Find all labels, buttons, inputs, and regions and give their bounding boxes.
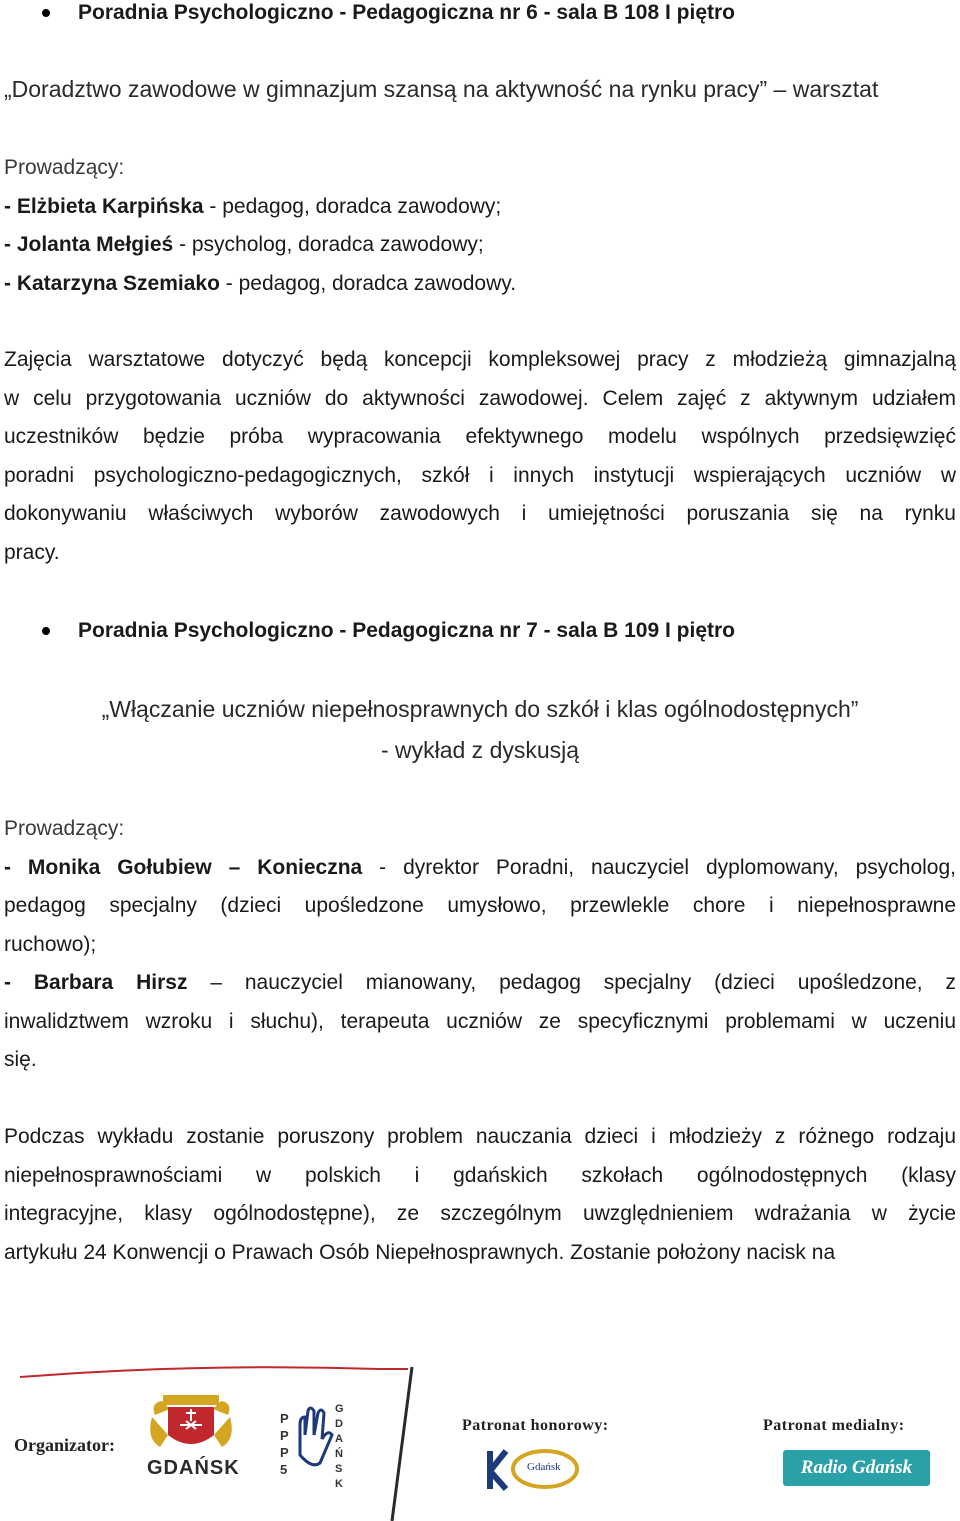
section-heading-text: Poradnia Psychologiczno - Pedagogiczna nr 7 - sala B 109 I piętro bbox=[78, 619, 735, 642]
leader-role: – nauczyciel mianowany, pedagog specjalny (dzieci upośledzone, z bbox=[187, 971, 956, 994]
leader-name: - Barbara Hirsz bbox=[4, 971, 188, 994]
pppp-letter: P bbox=[280, 1428, 289, 1443]
honorary-logo-text: Gdańsk bbox=[527, 1461, 561, 1473]
gdansk-logo-text: GDAŃSK bbox=[147, 1457, 240, 1479]
section-heading-text: Poradnia Psychologiczno - Pedagogiczna nr 6 - sala B 108 I piętro bbox=[78, 1, 735, 24]
footer-decoration bbox=[0, 1355, 960, 1521]
description-line: niepełnosprawnościami w polskich i gdańskich szkołach ogólnodostępnych (klasy bbox=[4, 1164, 956, 1187]
lecture-subtitle: - wykład z dyskusją bbox=[380, 737, 580, 763]
leader-item bbox=[4, 232, 956, 258]
pppp-letter: 5 bbox=[280, 1462, 288, 1477]
description-line: Zajęcia warsztatowe dotyczyć będą koncepcji kompleksowej pracy z młodzieżą gimnazjalną bbox=[4, 348, 956, 371]
gdansk-letter: A bbox=[335, 1433, 343, 1445]
gdansk-letter: S bbox=[335, 1463, 343, 1475]
pppp-letter: P bbox=[280, 1411, 289, 1426]
leaders-label: Prowadzący: bbox=[4, 817, 125, 840]
leader-line: pedagog specjalny (dzieci upośledzone umysłowo, przewlekle chore i niepełnosprawne bbox=[4, 894, 956, 917]
description-line: artykułu 24 Konwencji o Prawach Osób Niepełnosprawnych. Zostanie położony nacisk na bbox=[4, 1241, 836, 1264]
leader-name: - Jolanta Mełgieś bbox=[4, 233, 174, 256]
leader-role: - dyrektor Poradni, nauczyciel dyplomowany, psycholog, bbox=[362, 856, 956, 879]
bullet-dot-icon bbox=[42, 627, 50, 635]
gdansk-letter: Ń bbox=[335, 1448, 343, 1460]
description-line: Podczas wykładu zostanie poruszony problem nauczania dzieci i młodzieży z różnego rodzaju bbox=[4, 1125, 956, 1148]
leader-role: - psycholog, doradca zawodowy; bbox=[173, 233, 484, 256]
gdansk-letter: K bbox=[335, 1478, 343, 1490]
leader-name: - Katarzyna Szemiako bbox=[4, 272, 220, 295]
lecture-title: „Włączanie uczniów niepełnosprawnych do szkół i klas ogólnodostępnych” bbox=[101, 696, 859, 722]
gdansk-letter: D bbox=[335, 1418, 343, 1430]
gdansk-coat-of-arms-icon bbox=[150, 1395, 232, 1447]
leader-name: - Monika Gołubiew – Konieczna bbox=[4, 856, 363, 879]
description-line: poradni psychologiczno-pedagogicznych, szkół i innych instytucji wspierających uczniów w bbox=[4, 464, 956, 487]
leader-role: - pedagog, doradca zawodowy; bbox=[203, 195, 502, 218]
honorary-patronage-label: Patronat honorowy: bbox=[462, 1417, 609, 1434]
leaders-label: Prowadzący: bbox=[4, 156, 125, 179]
radio-gdansk-logo: Radio Gdańsk bbox=[783, 1450, 930, 1486]
media-patronage-label: Patronat medialny: bbox=[763, 1417, 905, 1434]
description-line: uczestników będzie próba wypracowania efektywnego modelu wspólnych przedsięwzięć bbox=[4, 425, 956, 448]
description-line: integracyjne, klasy ogólnodostępne), ze szczególnym uwzględnieniem wdrażania w życie bbox=[4, 1202, 956, 1225]
hand-logo-icon bbox=[300, 1408, 332, 1465]
leader-line bbox=[4, 970, 956, 996]
leader-line bbox=[4, 855, 956, 881]
sponsor-footer bbox=[0, 1355, 960, 1521]
leader-line: się. bbox=[4, 1048, 37, 1071]
leader-name: - Elżbieta Karpińska bbox=[4, 195, 204, 218]
leader-item bbox=[4, 194, 956, 220]
description-line: dokonywaniu właściwych wyborów zawodowych i umiejętności poruszania się na rynku bbox=[4, 502, 956, 525]
bullet-dot-icon bbox=[42, 9, 50, 17]
organizer-label: Organizator: bbox=[14, 1435, 115, 1455]
leader-line: inwalidztwem wzroku i słuchu), terapeuta uczniów ze specyficznymi problemami w uczeniu bbox=[4, 1010, 956, 1033]
leader-item bbox=[4, 271, 956, 297]
gdansk-vertical-letters bbox=[335, 1402, 344, 1492]
pppp-letter: P bbox=[280, 1445, 289, 1460]
gdansk-letter: G bbox=[335, 1403, 344, 1415]
leader-line: ruchowo); bbox=[4, 933, 97, 956]
description-line: pracy. bbox=[4, 541, 60, 564]
leader-role: - pedagog, doradca zawodowy. bbox=[219, 272, 517, 295]
description-line: w celu przygotowania uczniów do aktywności zawodowej. Celem zajęć z aktywnym udziałem bbox=[4, 387, 956, 410]
pppp-logo-letters bbox=[280, 1410, 289, 1478]
workshop-title: „Doradztwo zawodowe w gimnazjum szansą na aktywność na rynku pracy” – warsztat bbox=[4, 76, 879, 102]
